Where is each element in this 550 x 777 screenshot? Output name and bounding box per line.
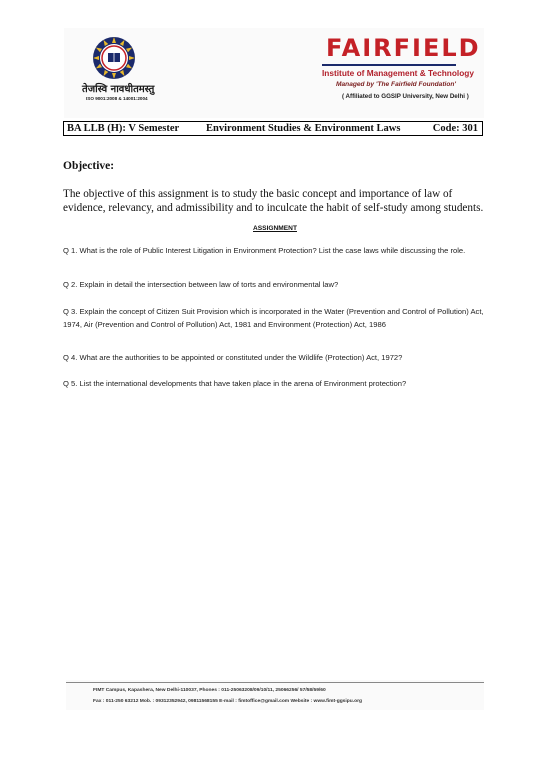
course-info-box: [63, 121, 483, 136]
institute-motto: तेजस्वि नावधीतमस्तु: [82, 84, 155, 95]
footer-contact: Fax : 011-250 63212 Mob. : 09312352942, 09811568155 E-mail : fimtoffice@gmail.com Website : www.fimt-ggsipu.org: [93, 699, 362, 704]
question-4: Q 4. What are the authorities to be appointed or constituted under the Wildlife (Protection) Act, 1972?: [63, 353, 403, 362]
logo-divider: [322, 64, 456, 66]
institute-seal-icon: [92, 36, 136, 80]
institute-name: Institute of Management & Technology: [322, 68, 474, 78]
iso-certification: ISO 9001:2008 & 14001:2004: [86, 96, 148, 101]
question-2: Q 2. Explain in detail the intersection between law of torts and environmental law?: [63, 280, 339, 289]
question-5: Q 5. List the international developments that have taken place in the arena of Environment protection?: [63, 379, 407, 388]
assignment-title: ASSIGNMENT: [253, 225, 297, 232]
affiliation: ( Affiliated to GGSIP University, New Delhi ): [342, 93, 469, 100]
footer-divider: [66, 682, 484, 683]
course-subject: Environment Studies & Environment Laws: [206, 123, 401, 134]
footer-band: [66, 680, 484, 710]
managed-by: Managed by 'The Fairfield Foundation': [336, 81, 456, 88]
objective-text: The objective of this assignment is to study the basic concept and importance of law of evidence, relevancy, and admissibility and to inculcate the habit of self-study among students.: [63, 188, 484, 214]
objective-heading: Objective:: [63, 160, 115, 172]
footer-address: FIMT Campus, Kapashera, New Delhi-110037, Phones : 011-25063208/09/10/11, 25066256/ 57/58/59/60: [93, 688, 326, 693]
course-program: BA LLB (H): V Semester: [67, 123, 180, 134]
question-3: Q 3. Explain the concept of Citizen Suit Provision which is incorporated in the Water (Prevention and Control of Pollution) Act, 1974, Air (Prevention and Control of Pollution) Act, 1981 and Environment (Protection) Act, 1986: [63, 307, 484, 329]
question-1: Q 1. What is the role of Public Interest Litigation in Environment Protection? List the case laws while discussing the role.: [63, 246, 466, 255]
fairfield-logo: FAIRFIELD: [326, 34, 481, 62]
course-code: Code: 301: [432, 123, 478, 134]
